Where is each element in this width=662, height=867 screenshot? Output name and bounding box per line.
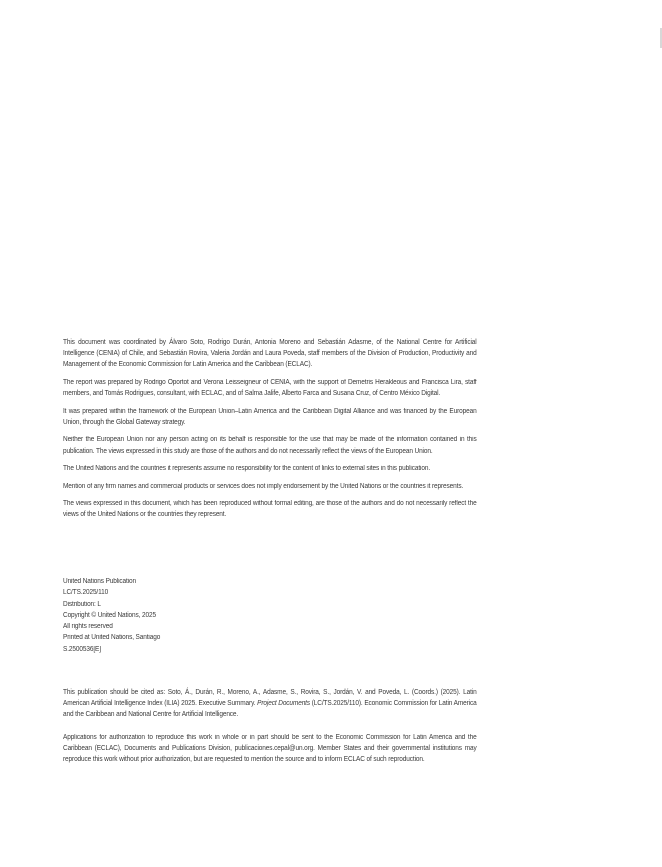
- note-framework: It was prepared within the framework of the European Union–Latin America and the Caribbean Digital Alliance and was financed by the European Union, through the Global Gateway strategy.: [63, 407, 477, 426]
- citation-after: (LC/TS.2025/110). Economic Commission for Latin America and the Caribbean and National Centre for Artificial Intelligence.: [63, 700, 477, 719]
- authorization-block: [63, 732, 477, 766]
- citation-block: [63, 687, 477, 721]
- rights: All rights reserved: [63, 623, 113, 631]
- citation-text: [63, 687, 477, 721]
- publication-type: United Nations Publication: [63, 578, 137, 585]
- citation-series: Project Documents: [257, 700, 310, 708]
- note-views-disclaimer: The views expressed in this document, which has been reproduced without formal editing, are those of the authors and do not necessarily reflect the views of the United Nations or the countries they represent.: [63, 500, 477, 519]
- note-endorsement-disclaimer: Mention of any firm names and commercial products or services does not imply endorsement by the United Nations or the countries it represents.: [63, 482, 464, 490]
- credits-notes: [63, 337, 477, 520]
- document-symbol: LC/TS.2025/110: [63, 589, 109, 597]
- note-preparation: The report was prepared by Rodrigo Oportot and Verona Leisseigneur of CENIA, with the support of Demetris Herakleous and Francisca Lira, staff members, and Tomás Rodrigues, consultant, with ECLAC, and of Salma Jalife, Alberto Farca and Susana Cruz, of Centro México Digital.: [63, 378, 477, 398]
- printed-at: Printed at United Nations, Santiago: [63, 634, 161, 642]
- distribution: Distribution: L: [63, 600, 101, 608]
- sales-number: S.2500536[E]: [63, 645, 101, 653]
- copyright: Copyright © United Nations, 2025: [63, 611, 156, 619]
- note-coordination: This document was coordinated by Álvaro Soto, Rodrigo Durán, Antonia Moreno and Sebastián Adasme, of the National Centre for Artificial Intelligence (CENIA) of Chile, and Sebastián Rovira, Valeria Jordán and Laura Poveda, staff members of the Division of Production, Productivity and Management of the Economic Commission for Latin America and the Caribbean (ECLAC).: [63, 339, 477, 369]
- publication-info: [63, 576, 363, 655]
- authorization-text: Applications for authorization to reproduce this work in whole or in part should be sent to the Economic Commission for Latin America and the Caribbean (ECLAC), Documents and Publications Division, publicaciones.cepal@un.org. Member States and their governmental institutions may reproduce this work without prior authorization, but are requested to mention the source and to inform ECLAC of such reproduction.: [63, 734, 477, 764]
- note-links-disclaimer: The United Nations and the countries it represents assume no responsibility for the content of links to external sites in this publication.: [63, 465, 431, 473]
- citation-before: This publication should be cited as: Soto, Á., Durán, R., Moreno, A., Adasme, S., Rovira, S., Jordán, V. and Poveda, L. (Coords.) (2025). Latin American Artificial Intelligence Index (ILIA) 2025. Executive Summary.: [63, 689, 477, 708]
- note-eu-disclaimer: Neither the European Union nor any person acting on its behalf is responsible for the use that may be made of the information contained in this publication. The views expressed in this study are those of the authors and do not necessarily reflect the views of the European Union.: [63, 436, 477, 455]
